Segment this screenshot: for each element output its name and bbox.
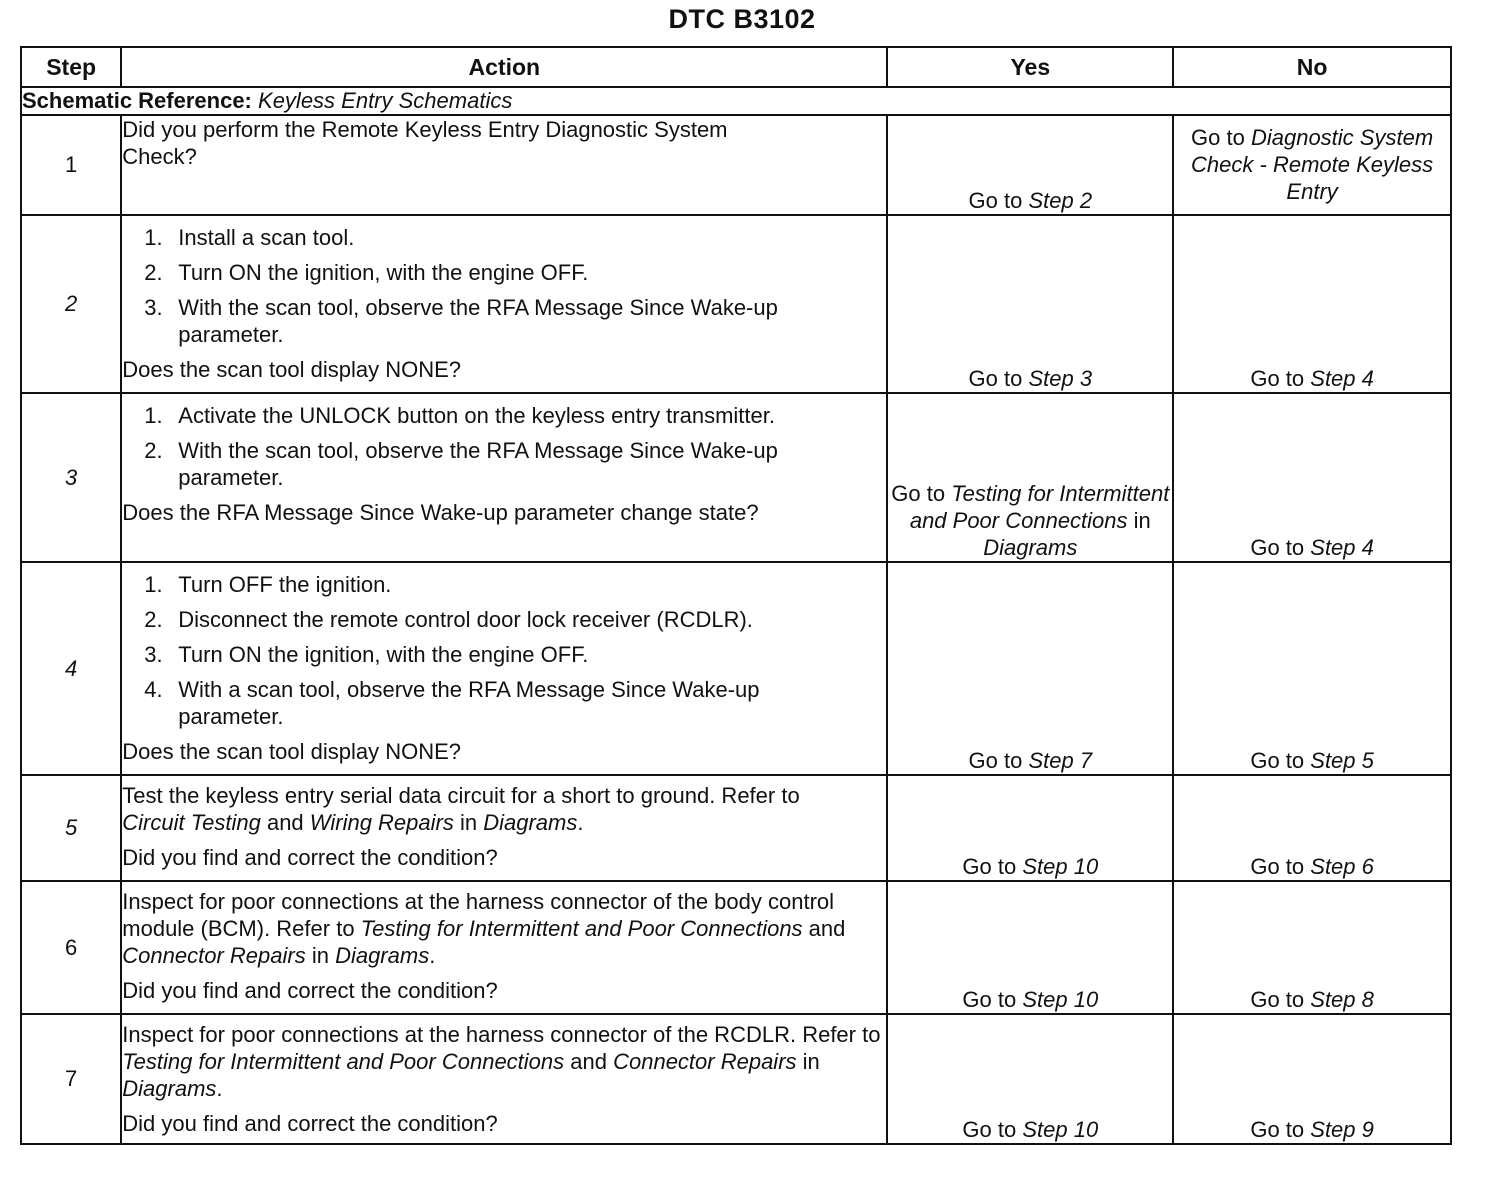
yes-link[interactable]: Step 10 [1022, 1117, 1099, 1142]
schematic-label: Schematic Reference: [22, 88, 252, 113]
schematic-reference-row [21, 87, 1451, 115]
yes-link[interactable]: Step 10 [1022, 987, 1099, 1012]
action-item: 2. With the scan tool, observe the RFA Message Since Wake-up parameter. [144, 438, 778, 490]
no-link[interactable]: Step 5 [1310, 748, 1374, 773]
action-text: Inspect for poor connections at the harness connector of the RCDLR. Refer to Testing for Intermittent and Poor Connections and Connector Repairs in Diagrams. [122, 1022, 881, 1101]
action-question: Does the scan tool display NONE? [122, 357, 461, 382]
action-question: Did you find and correct the condition? [122, 1111, 498, 1136]
action-question: Did you find and correct the condition? [122, 845, 498, 870]
no-cell: Go to Step 8 [1173, 881, 1451, 1014]
action-text: Inspect for poor connections at the harness connector of the body control module (BCM). Refer to Testing for Intermittent and Poor Connections and Connector Repairs in Diagrams. [122, 889, 846, 968]
diagrams-link[interactable]: Diagrams [122, 1076, 217, 1101]
testing-link[interactable]: Testing for Intermittent and Poor Connections [122, 1049, 565, 1074]
action-item: 1. Activate the UNLOCK button on the keyless entry transmitter. [144, 403, 775, 428]
no-link[interactable]: Step 9 [1310, 1117, 1374, 1142]
action-cell [121, 562, 887, 775]
action-cell [121, 881, 887, 1014]
no-cell: Go to Step 5 [1173, 562, 1451, 775]
action-item: 1. Turn OFF the ignition. [144, 572, 392, 597]
yes-cell: Go to Step 7 [887, 562, 1173, 775]
schematic-link[interactable]: Keyless Entry Schematics [258, 88, 513, 113]
diagnostic-table [20, 46, 1452, 1145]
header-action: Action [121, 47, 887, 87]
action-cell [121, 775, 887, 881]
yes-cell: Go to Step 10 [887, 775, 1173, 881]
table-row [21, 215, 1451, 393]
table-row [21, 115, 1451, 215]
yes-cell: Go to Step 2 [887, 115, 1173, 215]
table-row [21, 1014, 1451, 1144]
action-question: Does the RFA Message Since Wake-up parameter change state? [122, 500, 759, 525]
no-link[interactable]: Step 6 [1310, 854, 1374, 879]
table-row [21, 393, 1451, 562]
no-link[interactable]: Step 8 [1310, 987, 1374, 1012]
yes-link[interactable]: Step 3 [1028, 366, 1093, 391]
step-number: 7 [21, 1014, 121, 1144]
action-cell [121, 215, 887, 393]
step-number: 5 [21, 775, 121, 881]
yes-link-diagrams[interactable]: Diagrams [983, 535, 1078, 560]
action-cell [121, 115, 887, 215]
header-yes: Yes [887, 47, 1173, 87]
action-item: 2. Disconnect the remote control door lock receiver (RCDLR). [144, 607, 753, 632]
page-title: DTC B3102 [668, 4, 816, 34]
action-question: Did you perform the Remote Keyless Entry Diagnostic System Check? [122, 117, 728, 169]
yes-link[interactable]: Testing for Intermittent and Poor Connections [909, 481, 1170, 533]
yes-link[interactable]: Step 10 [1022, 854, 1099, 879]
no-link[interactable]: Step 4 [1310, 535, 1374, 560]
action-cell [121, 393, 887, 562]
yes-cell: Go to Step 10 [887, 1014, 1173, 1144]
yes-cell: Go to Step 3 [887, 215, 1173, 393]
action-text: Test the keyless entry serial data circuit for a short to ground. Refer to Circuit Testing and Wiring Repairs in Diagrams. [122, 783, 800, 835]
no-cell: Go to Step 4 [1173, 215, 1451, 393]
no-link[interactable]: Step 4 [1310, 366, 1374, 391]
step-number: 6 [21, 881, 121, 1014]
table-header-row [21, 47, 1451, 87]
step-number: 3 [21, 393, 121, 562]
action-item: 2. Turn ON the ignition, with the engine OFF. [144, 260, 589, 285]
no-cell: Go to Step 9 [1173, 1014, 1451, 1144]
yes-link[interactable]: Step 7 [1028, 748, 1093, 773]
step-number: 1 [21, 115, 121, 215]
action-item: 3. With the scan tool, observe the RFA Message Since Wake-up parameter. [144, 295, 778, 347]
yes-link[interactable]: Step 2 [1028, 188, 1093, 213]
no-cell: Go to Diagnostic System Check - Remote Keyless Entry [1173, 115, 1451, 215]
schematic-reference [21, 87, 1451, 115]
testing-link[interactable]: Testing for Intermittent and Poor Connections [360, 916, 803, 941]
header-step: Step [21, 47, 121, 87]
action-question: Does the scan tool display NONE? [122, 739, 461, 764]
table-row [21, 562, 1451, 775]
no-cell: Go to Step 4 [1173, 393, 1451, 562]
circuit-testing-link[interactable]: Circuit Testing [122, 810, 261, 835]
connector-repairs-link[interactable]: Connector Repairs [122, 943, 306, 968]
action-item: 1. Install a scan tool. [144, 225, 355, 250]
wiring-repairs-link[interactable]: Wiring Repairs [309, 810, 454, 835]
step-number: 2 [21, 215, 121, 393]
table-row [21, 775, 1451, 881]
header-no: No [1173, 47, 1451, 87]
action-question: Did you find and correct the condition? [122, 978, 498, 1003]
table-row [21, 881, 1451, 1014]
diagrams-link[interactable]: Diagrams [483, 810, 578, 835]
no-cell: Go to Step 6 [1173, 775, 1451, 881]
yes-cell: Go to Testing for Intermittent and Poor Connections in Diagrams [887, 393, 1173, 562]
yes-cell: Go to Step 10 [887, 881, 1173, 1014]
diagrams-link[interactable]: Diagrams [335, 943, 430, 968]
action-cell [121, 1014, 887, 1144]
no-link[interactable]: Diagnostic System Check - Remote Keyless Entry [1191, 125, 1434, 204]
action-item: 3. Turn ON the ignition, with the engine OFF. [144, 642, 589, 667]
step-number: 4 [21, 562, 121, 775]
action-item: 4. With a scan tool, observe the RFA Message Since Wake-up parameter. [144, 677, 760, 729]
connector-repairs-link[interactable]: Connector Repairs [613, 1049, 797, 1074]
